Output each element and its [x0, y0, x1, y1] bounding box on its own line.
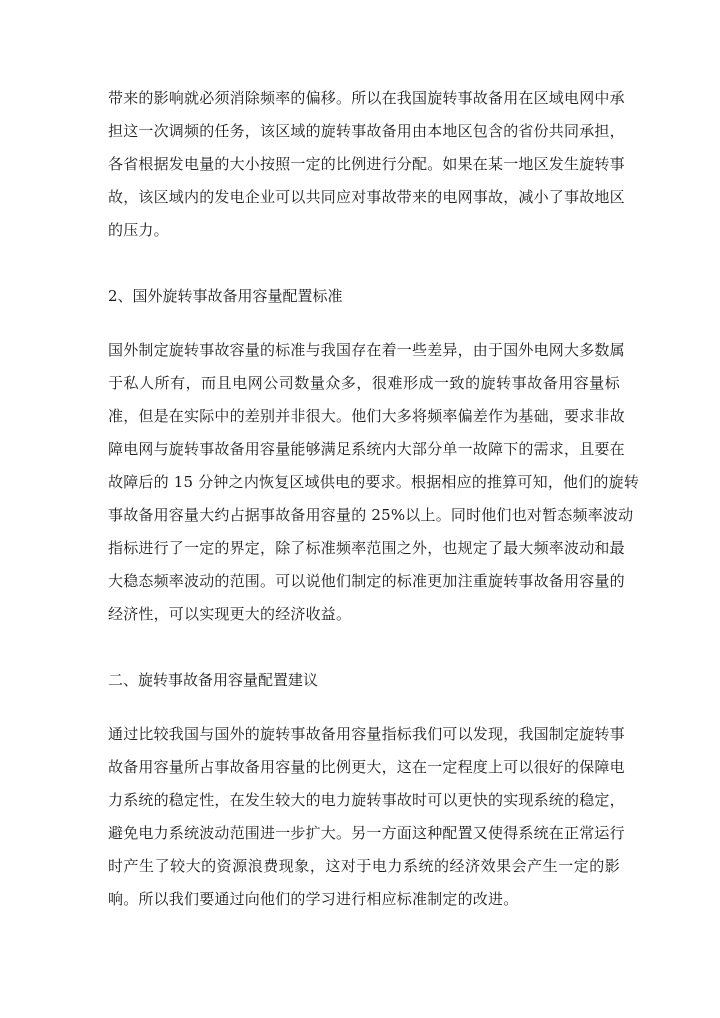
- paragraph-line: 指标进行了一定的界定，除了标准频率范围之外，也规定了最大频率波动和最: [108, 539, 625, 557]
- paragraph-line: 通过比较我国与国外的旋转事故备用容量指标我们可以发现，我国制定旋转事: [108, 725, 625, 743]
- paragraph-line: 经济性，可以实现更大的经济收益。: [108, 605, 352, 623]
- paragraph-line: 力系统的稳定性，在发生较大的电力旋转事故时可以更快的实现系统的稳定，: [108, 791, 625, 809]
- paragraph-line: 国外制定旋转事故容量的标准与我国存在着一些差异，由于国外电网大多数属: [108, 341, 625, 359]
- paragraph-line: 避免电力系统波动范围进一步扩大。另一方面这种配置又使得系统在正常运行: [108, 824, 625, 842]
- paragraph-line: 的压力。: [108, 221, 169, 239]
- paragraph-line: 于私人所有，而且电网公司数量众多，很难形成一致的旋转事故备用容量标: [108, 374, 620, 392]
- paragraph-line: 各省根据发电量的大小按照一定的比例进行分配。如果在某一地区发生旋转事: [108, 155, 625, 173]
- paragraph-line: 故障后的 15 分钟之内恢复区域供电的要求。根据相应的推算可知，他们的旋转: [108, 473, 640, 491]
- paragraph-line: 故，该区域内的发电企业可以共同应对事故带来的电网事故，减小了事故地区: [108, 188, 625, 206]
- paragraph-line: 带来的影响就必须消除频率的偏移。所以在我国旋转事故备用在区域电网中承: [108, 89, 625, 107]
- paragraph-line: 事故备用容量大约占据事故备用容量的 25%以上。同时他们也对暂态频率波动: [108, 506, 634, 524]
- paragraph-line: 担这一次调频的任务，该区域的旋转事故备用由本地区包含的省份共同承担，: [108, 122, 625, 140]
- paragraph-line: 障电网与旋转事故备用容量能够满足系统内大部分单一故障下的需求，且要在: [108, 440, 625, 458]
- paragraph-line: 故备用容量所占事故备用容量的比例更大，这在一定程度上可以很好的保障电: [108, 758, 625, 776]
- paragraph-line: 大稳态频率波动的范围。可以说他们制定的标准更加注重旋转事故备用容量的: [108, 572, 625, 590]
- paragraph-line: 响。所以我们要通过向他们的学习进行相应标准制定的改进。: [108, 890, 519, 908]
- paragraph-line: 准，但是在实际中的差别并非很大。他们大多将频率偏差作为基础，要求非故: [108, 407, 625, 425]
- section-heading: 二、旋转事故备用容量配置建议: [108, 671, 319, 689]
- section-heading: 2、国外旋转事故备用容量配置标准: [108, 287, 343, 305]
- paragraph-line: 时产生了较大的资源浪费现象，这对于电力系统的经济效果会产生一定的影: [108, 857, 620, 875]
